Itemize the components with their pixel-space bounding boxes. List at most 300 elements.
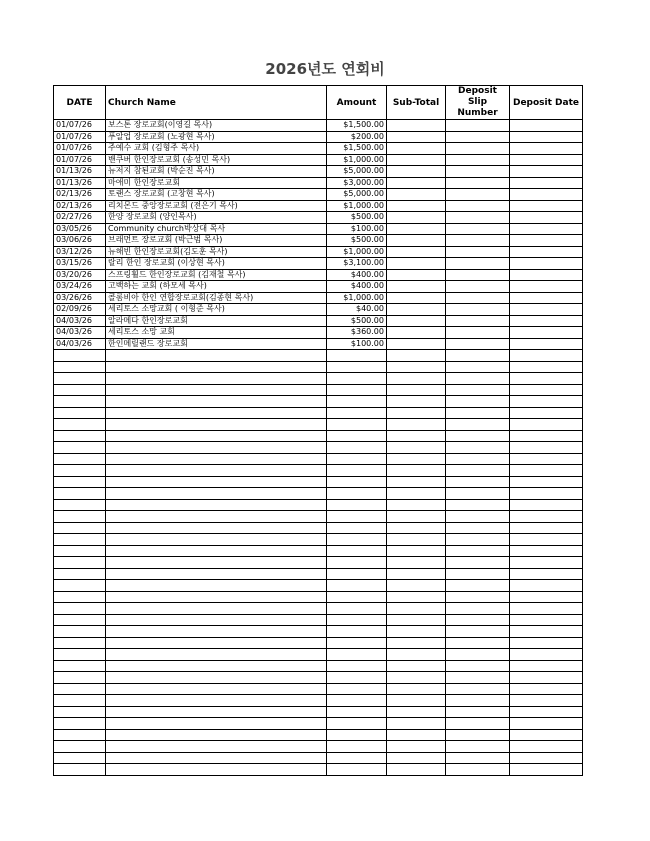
cell-date: 01/07/26 — [54, 154, 106, 166]
cell-amount — [327, 660, 387, 672]
cell-church-name — [106, 580, 327, 592]
cell-sub-total — [387, 269, 446, 281]
cell-sub-total — [387, 729, 446, 741]
cell-date — [54, 591, 106, 603]
cell-deposit-slip-number — [446, 373, 510, 385]
cell-sub-total — [387, 166, 446, 178]
cell-date: 02/09/26 — [54, 304, 106, 316]
header-sub-total: Sub-Total — [387, 86, 446, 120]
cell-sub-total — [387, 626, 446, 638]
cell-deposit-date — [510, 442, 583, 454]
table-row — [54, 223, 583, 235]
cell-church-name: 리치몬드 중앙장로교회 (전은기 목사) — [106, 200, 327, 212]
cell-amount — [327, 545, 387, 557]
cell-deposit-slip-number — [446, 591, 510, 603]
cell-church-name — [106, 522, 327, 534]
cell-date: 02/27/26 — [54, 212, 106, 224]
cell-sub-total — [387, 442, 446, 454]
cell-date: 04/03/26 — [54, 315, 106, 327]
cell-deposit-date — [510, 603, 583, 615]
cell-deposit-date — [510, 212, 583, 224]
cell-amount — [327, 499, 387, 511]
table-row — [54, 189, 583, 201]
cell-church-name: 마애미 한인장로교회 — [106, 177, 327, 189]
cell-deposit-slip-number — [446, 338, 510, 350]
table-row — [54, 499, 583, 511]
cell-deposit-slip-number — [446, 557, 510, 569]
cell-deposit-slip-number — [446, 706, 510, 718]
cell-amount — [327, 741, 387, 753]
cell-amount — [327, 580, 387, 592]
cell-church-name — [106, 729, 327, 741]
cell-date — [54, 706, 106, 718]
cell-church-name — [106, 350, 327, 362]
cell-amount — [327, 476, 387, 488]
cell-amount: $1,500.00 — [327, 143, 387, 155]
cell-church-name — [106, 614, 327, 626]
cell-church-name — [106, 407, 327, 419]
cell-church-name — [106, 649, 327, 661]
table-row — [54, 534, 583, 546]
cell-church-name: 한인메릴랜드 장로교회 — [106, 338, 327, 350]
cell-date — [54, 718, 106, 730]
cell-amount: $100.00 — [327, 338, 387, 350]
cell-amount — [327, 442, 387, 454]
cell-church-name: 푸알업 장로교회 (노광현 목사) — [106, 131, 327, 143]
cell-sub-total — [387, 649, 446, 661]
cell-deposit-slip-number — [446, 614, 510, 626]
cell-church-name — [106, 718, 327, 730]
cell-church-name — [106, 741, 327, 753]
cell-deposit-date — [510, 235, 583, 247]
cell-church-name: 한양 장로교회 (양인목사) — [106, 212, 327, 224]
cell-deposit-slip-number — [446, 177, 510, 189]
cell-deposit-slip-number — [446, 752, 510, 764]
cell-church-name — [106, 499, 327, 511]
table-row — [54, 580, 583, 592]
cell-amount — [327, 764, 387, 776]
cell-church-name — [106, 764, 327, 776]
cell-date — [54, 384, 106, 396]
cell-deposit-date — [510, 327, 583, 339]
cell-deposit-slip-number — [446, 695, 510, 707]
cell-date — [54, 442, 106, 454]
table-row — [54, 476, 583, 488]
cell-sub-total — [387, 361, 446, 373]
cell-date: 01/07/26 — [54, 143, 106, 155]
cell-amount — [327, 511, 387, 523]
table-row — [54, 258, 583, 270]
table-row — [54, 143, 583, 155]
cell-amount — [327, 591, 387, 603]
header-deposit-date: Deposit Date — [510, 86, 583, 120]
cell-church-name — [106, 465, 327, 477]
cell-amount: $1,000.00 — [327, 200, 387, 212]
cell-sub-total — [387, 557, 446, 569]
cell-date — [54, 396, 106, 408]
cell-sub-total — [387, 315, 446, 327]
cell-deposit-date — [510, 315, 583, 327]
cell-deposit-date — [510, 223, 583, 235]
cell-amount — [327, 706, 387, 718]
cell-sub-total — [387, 258, 446, 270]
cell-deposit-slip-number — [446, 258, 510, 270]
cell-date: 04/03/26 — [54, 338, 106, 350]
cell-sub-total — [387, 384, 446, 396]
cell-date — [54, 545, 106, 557]
table-row — [54, 637, 583, 649]
cell-church-name — [106, 511, 327, 523]
cell-sub-total — [387, 154, 446, 166]
cell-sub-total — [387, 419, 446, 431]
cell-date: 04/03/26 — [54, 327, 106, 339]
cell-church-name — [106, 373, 327, 385]
cell-deposit-slip-number — [446, 143, 510, 155]
cell-church-name: 콜롬비아 한인 연합장로교회(김종현 목사) — [106, 292, 327, 304]
dues-ledger-table — [53, 85, 583, 776]
cell-deposit-slip-number — [446, 430, 510, 442]
cell-deposit-slip-number — [446, 534, 510, 546]
cell-deposit-slip-number — [446, 626, 510, 638]
cell-amount — [327, 695, 387, 707]
cell-deposit-slip-number — [446, 212, 510, 224]
cell-sub-total — [387, 396, 446, 408]
cell-amount — [327, 430, 387, 442]
cell-amount — [327, 637, 387, 649]
cell-date — [54, 557, 106, 569]
cell-date — [54, 672, 106, 684]
cell-church-name: 브래먼트 장로교회 (박근범 목사) — [106, 235, 327, 247]
cell-church-name — [106, 672, 327, 684]
cell-sub-total — [387, 488, 446, 500]
table-row — [54, 315, 583, 327]
cell-date — [54, 741, 106, 753]
cell-deposit-date — [510, 614, 583, 626]
cell-deposit-slip-number — [446, 488, 510, 500]
cell-deposit-date — [510, 419, 583, 431]
table-row — [54, 281, 583, 293]
cell-deposit-date — [510, 246, 583, 258]
cell-church-name — [106, 476, 327, 488]
table-row — [54, 764, 583, 776]
cell-amount: $200.00 — [327, 131, 387, 143]
cell-church-name — [106, 396, 327, 408]
cell-deposit-date — [510, 626, 583, 638]
cell-sub-total — [387, 373, 446, 385]
table-row — [54, 338, 583, 350]
cell-sub-total — [387, 131, 446, 143]
cell-date — [54, 350, 106, 362]
table-row — [54, 488, 583, 500]
cell-deposit-slip-number — [446, 200, 510, 212]
table-row — [54, 177, 583, 189]
cell-date — [54, 511, 106, 523]
cell-date — [54, 695, 106, 707]
cell-date: 03/06/26 — [54, 235, 106, 247]
cell-church-name — [106, 683, 327, 695]
cell-deposit-slip-number — [446, 304, 510, 316]
table-row — [54, 120, 583, 132]
table-row — [54, 683, 583, 695]
cell-church-name — [106, 453, 327, 465]
cell-deposit-slip-number — [446, 545, 510, 557]
cell-deposit-date — [510, 258, 583, 270]
cell-sub-total — [387, 235, 446, 247]
cell-date: 01/13/26 — [54, 166, 106, 178]
cell-deposit-slip-number — [446, 672, 510, 684]
cell-deposit-date — [510, 476, 583, 488]
cell-deposit-date — [510, 350, 583, 362]
cell-church-name — [106, 603, 327, 615]
cell-church-name — [106, 695, 327, 707]
cell-sub-total — [387, 281, 446, 293]
table-row — [54, 660, 583, 672]
cell-deposit-slip-number — [446, 361, 510, 373]
cell-church-name — [106, 488, 327, 500]
cell-deposit-date — [510, 683, 583, 695]
cell-church-name — [106, 591, 327, 603]
cell-deposit-slip-number — [446, 465, 510, 477]
cell-deposit-date — [510, 407, 583, 419]
cell-amount: $500.00 — [327, 212, 387, 224]
table-row — [54, 166, 583, 178]
cell-date — [54, 764, 106, 776]
cell-deposit-slip-number — [446, 660, 510, 672]
cell-deposit-slip-number — [446, 442, 510, 454]
table-row — [54, 384, 583, 396]
cell-amount: $100.00 — [327, 223, 387, 235]
cell-church-name — [106, 442, 327, 454]
cell-amount — [327, 614, 387, 626]
cell-deposit-slip-number — [446, 166, 510, 178]
cell-sub-total — [387, 200, 446, 212]
cell-church-name: 뉴저지 참된교회 (박순진 목사) — [106, 166, 327, 178]
cell-deposit-slip-number — [446, 189, 510, 201]
table-row — [54, 649, 583, 661]
cell-deposit-date — [510, 189, 583, 201]
table-row — [54, 695, 583, 707]
cell-deposit-slip-number — [446, 453, 510, 465]
table-row — [54, 350, 583, 362]
cell-amount: $500.00 — [327, 235, 387, 247]
cell-deposit-slip-number — [446, 511, 510, 523]
cell-deposit-date — [510, 361, 583, 373]
table-row — [54, 407, 583, 419]
cell-deposit-date — [510, 143, 583, 155]
cell-deposit-date — [510, 338, 583, 350]
cell-sub-total — [387, 764, 446, 776]
table-row — [54, 453, 583, 465]
cell-deposit-date — [510, 545, 583, 557]
cell-deposit-date — [510, 465, 583, 477]
header-church-name: Church Name — [106, 86, 327, 120]
cell-amount: $500.00 — [327, 315, 387, 327]
page-title: 2026년도 연회비 — [265, 60, 385, 78]
cell-deposit-slip-number — [446, 246, 510, 258]
cell-sub-total — [387, 292, 446, 304]
cell-date — [54, 453, 106, 465]
cell-date — [54, 568, 106, 580]
cell-deposit-slip-number — [446, 476, 510, 488]
cell-date: 03/24/26 — [54, 281, 106, 293]
cell-amount: $1,000.00 — [327, 292, 387, 304]
cell-sub-total — [387, 407, 446, 419]
cell-date: 01/13/26 — [54, 177, 106, 189]
cell-deposit-date — [510, 741, 583, 753]
cell-church-name — [106, 637, 327, 649]
table-row — [54, 396, 583, 408]
cell-date — [54, 660, 106, 672]
table-row — [54, 752, 583, 764]
cell-date — [54, 752, 106, 764]
cell-deposit-date — [510, 591, 583, 603]
cell-deposit-slip-number — [446, 396, 510, 408]
cell-deposit-date — [510, 396, 583, 408]
cell-deposit-date — [510, 511, 583, 523]
cell-deposit-date — [510, 660, 583, 672]
cell-amount: $1,000.00 — [327, 246, 387, 258]
table-row — [54, 442, 583, 454]
cell-deposit-slip-number — [446, 350, 510, 362]
cell-date — [54, 534, 106, 546]
cell-church-name: 세리토스 소망 교회 — [106, 327, 327, 339]
cell-deposit-date — [510, 718, 583, 730]
cell-amount — [327, 488, 387, 500]
cell-sub-total — [387, 499, 446, 511]
cell-sub-total — [387, 189, 446, 201]
cell-date — [54, 522, 106, 534]
cell-amount — [327, 373, 387, 385]
cell-deposit-date — [510, 695, 583, 707]
cell-date — [54, 430, 106, 442]
cell-deposit-slip-number — [446, 327, 510, 339]
cell-sub-total — [387, 534, 446, 546]
cell-sub-total — [387, 476, 446, 488]
cell-sub-total — [387, 614, 446, 626]
cell-deposit-slip-number — [446, 315, 510, 327]
cell-date: 03/12/26 — [54, 246, 106, 258]
cell-date — [54, 729, 106, 741]
cell-deposit-slip-number — [446, 580, 510, 592]
cell-sub-total — [387, 177, 446, 189]
cell-amount — [327, 534, 387, 546]
cell-sub-total — [387, 212, 446, 224]
cell-deposit-date — [510, 269, 583, 281]
cell-church-name: 토랜스 장로교회 (고창현 목사) — [106, 189, 327, 201]
cell-amount: $400.00 — [327, 269, 387, 281]
cell-deposit-date — [510, 764, 583, 776]
cell-sub-total — [387, 637, 446, 649]
cell-deposit-date — [510, 430, 583, 442]
cell-deposit-date — [510, 568, 583, 580]
cell-date: 03/05/26 — [54, 223, 106, 235]
cell-church-name — [106, 557, 327, 569]
cell-deposit-date — [510, 637, 583, 649]
header-deposit-slip-number: Deposit Slip Number — [446, 86, 510, 120]
cell-date — [54, 476, 106, 488]
cell-sub-total — [387, 246, 446, 258]
cell-church-name — [106, 430, 327, 442]
header-date: DATE — [54, 86, 106, 120]
cell-amount — [327, 718, 387, 730]
cell-sub-total — [387, 741, 446, 753]
cell-church-name: 세리토스 소망교회 ( 이형준 목사) — [106, 304, 327, 316]
cell-sub-total — [387, 718, 446, 730]
cell-sub-total — [387, 522, 446, 534]
table-row — [54, 591, 583, 603]
cell-date — [54, 683, 106, 695]
cell-date — [54, 499, 106, 511]
cell-amount — [327, 672, 387, 684]
cell-sub-total — [387, 453, 446, 465]
cell-deposit-date — [510, 488, 583, 500]
cell-amount — [327, 361, 387, 373]
cell-deposit-date — [510, 453, 583, 465]
cell-deposit-date — [510, 166, 583, 178]
cell-amount: $40.00 — [327, 304, 387, 316]
table-row — [54, 718, 583, 730]
cell-deposit-date — [510, 154, 583, 166]
cell-deposit-slip-number — [446, 764, 510, 776]
table-row — [54, 626, 583, 638]
table-row — [54, 511, 583, 523]
cell-sub-total — [387, 511, 446, 523]
cell-date: 01/07/26 — [54, 120, 106, 132]
cell-sub-total — [387, 752, 446, 764]
cell-amount — [327, 729, 387, 741]
cell-church-name: 고백하는 교회 (하모세 목사) — [106, 281, 327, 293]
table-row — [54, 706, 583, 718]
cell-deposit-slip-number — [446, 718, 510, 730]
cell-deposit-date — [510, 706, 583, 718]
cell-date: 03/15/26 — [54, 258, 106, 270]
cell-amount — [327, 419, 387, 431]
table-row — [54, 212, 583, 224]
cell-deposit-slip-number — [446, 729, 510, 741]
cell-date — [54, 465, 106, 477]
cell-deposit-date — [510, 729, 583, 741]
cell-amount — [327, 350, 387, 362]
cell-deposit-slip-number — [446, 120, 510, 132]
cell-amount — [327, 465, 387, 477]
cell-amount — [327, 407, 387, 419]
table-row — [54, 327, 583, 339]
cell-sub-total — [387, 223, 446, 235]
cell-sub-total — [387, 603, 446, 615]
cell-date — [54, 361, 106, 373]
cell-church-name — [106, 361, 327, 373]
table-row — [54, 246, 583, 258]
cell-church-name — [106, 384, 327, 396]
cell-deposit-date — [510, 292, 583, 304]
cell-deposit-date — [510, 120, 583, 132]
cell-deposit-slip-number — [446, 499, 510, 511]
cell-amount: $5,000.00 — [327, 189, 387, 201]
cell-deposit-slip-number — [446, 154, 510, 166]
cell-church-name — [106, 626, 327, 638]
cell-date: 02/13/26 — [54, 200, 106, 212]
cell-date: 03/20/26 — [54, 269, 106, 281]
cell-sub-total — [387, 591, 446, 603]
cell-church-name — [106, 706, 327, 718]
cell-deposit-slip-number — [446, 522, 510, 534]
cell-church-name — [106, 545, 327, 557]
header-amount: Amount — [327, 86, 387, 120]
cell-church-name: 주예수 교회 (김형주 목사) — [106, 143, 327, 155]
cell-church-name: 랄리 한인 장로교회 (이상현 목사) — [106, 258, 327, 270]
table-row — [54, 557, 583, 569]
cell-date — [54, 637, 106, 649]
